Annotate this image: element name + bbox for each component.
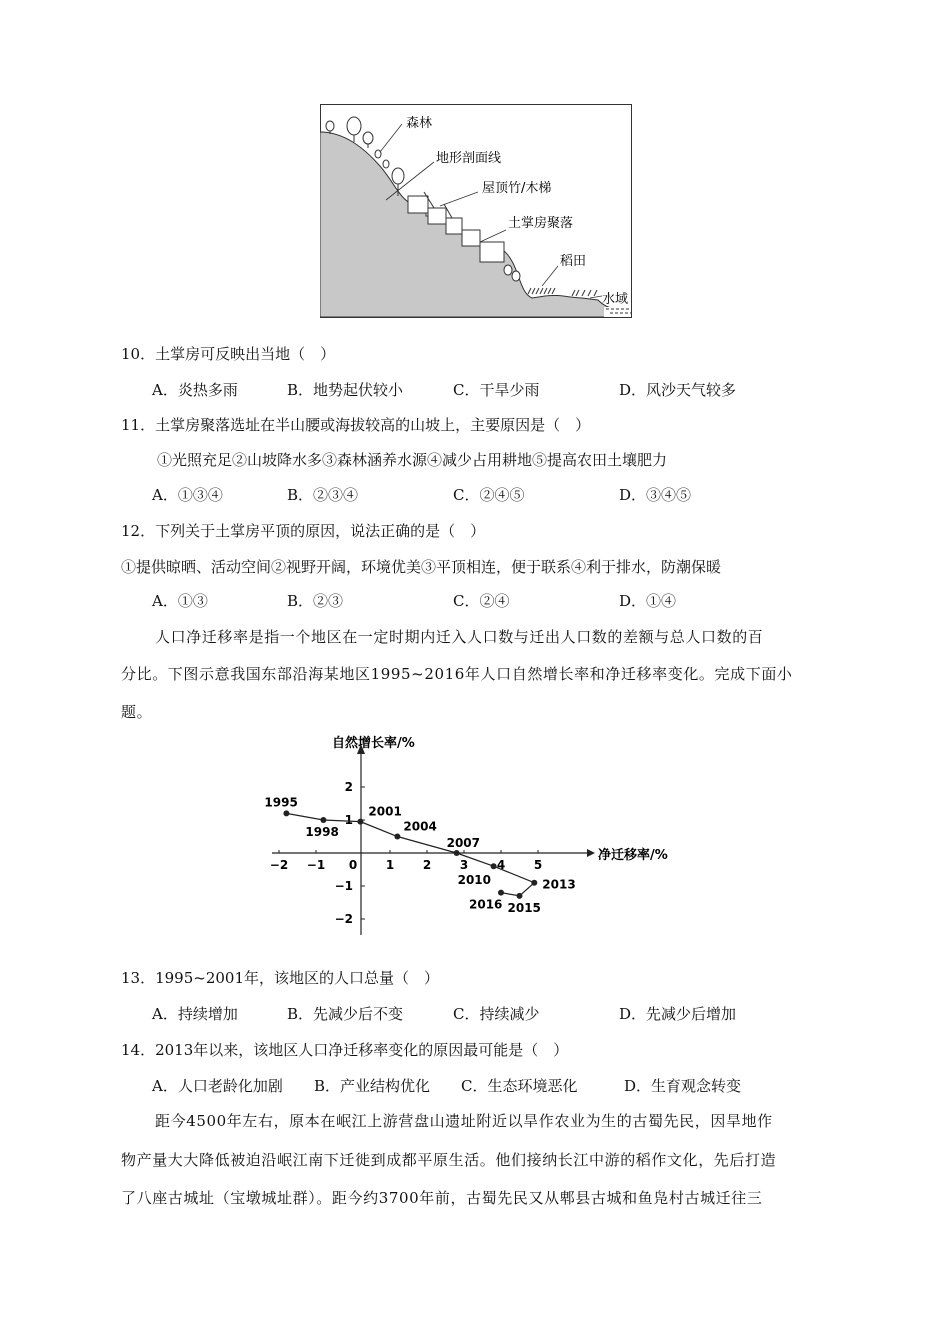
point-label-2016: 2016	[469, 897, 503, 912]
point-label-2001: 2001	[368, 804, 402, 819]
y-tick-label: −2	[334, 912, 353, 926]
x-tick-label: 0	[348, 858, 358, 872]
q12-option-d[interactable]: D．①④	[619, 592, 677, 610]
y-tick-label: −1	[334, 879, 353, 893]
x-tick-label: 5	[533, 858, 543, 872]
point-label-2007: 2007	[446, 836, 481, 850]
q11-option-a[interactable]: A．①③④	[152, 486, 223, 504]
q11-option-d[interactable]: D．③④⑤	[619, 486, 692, 504]
y-axis-label: 自然增长率/%	[332, 736, 415, 751]
data-point	[454, 850, 460, 856]
q10-option-d[interactable]: D．风沙天气较多	[619, 381, 737, 399]
x-tick-label: −1	[306, 858, 326, 872]
q12-option-a[interactable]: A．①③	[152, 592, 208, 610]
point-label-2010: 2010	[457, 873, 492, 888]
terrain-profile-svg	[320, 104, 632, 318]
q12-statements: ①提供晾晒、活动空间②视野开阔，环境优美③平顶相连，便于联系④利于排水，防潮保暖	[121, 558, 722, 576]
passage2-line2: 物产量大大降低被迫沿岷江南下迁徙到成都平原生活。他们接纳长江中游的稻作文化，先后打造	[121, 1151, 777, 1169]
point-label-1998: 1998	[305, 825, 339, 839]
passage1-line3: 题。	[121, 703, 153, 721]
q12-option-b[interactable]: B．②③	[287, 592, 344, 610]
y-tick-label: 2	[344, 780, 353, 794]
q14-option-c[interactable]: C．生态环境恶化	[461, 1077, 578, 1095]
q12-option-c[interactable]: C．②④	[453, 592, 510, 610]
migration-chart-svg	[262, 730, 682, 940]
q11-stem: 11．土掌房聚落选址在半山腰或海拔较高的山坡上，主要原因是（ ）	[121, 416, 591, 434]
point-label-2015: 2015	[507, 900, 541, 915]
q10-option-a[interactable]: A．炎热多雨	[152, 381, 238, 399]
data-point	[517, 893, 523, 899]
x-axis-arrow	[587, 849, 595, 857]
q13-option-b[interactable]: B．先减少后不变	[287, 1005, 404, 1023]
y-tick-label: 1	[344, 813, 353, 827]
passage1-line1: 人口净迁移率是指一个地区在一定时期内迁入人口数与迁出人口数的差额与总人口数的百	[155, 628, 764, 646]
terrain-profile-diagram	[320, 104, 632, 318]
q13-option-a[interactable]: A．持续增加	[152, 1005, 238, 1023]
data-point	[394, 834, 400, 840]
passage2-line1: 距今4500年左右，原本在岷江上游营盘山遗址附近以旱作农业为生的古蜀先民，因旱地作	[155, 1112, 773, 1130]
data-point	[283, 810, 289, 816]
q10-stem: 10．土掌房可反映出当地（ ）	[121, 345, 336, 363]
q14-option-d[interactable]: D．生育观念转变	[624, 1077, 742, 1095]
label-roof: 屋顶竹/木梯	[482, 181, 552, 196]
q14-option-a[interactable]: A．人口老龄化加剧	[152, 1077, 283, 1095]
x-tick-label: 3	[459, 858, 469, 872]
q13-option-c[interactable]: C．持续减少	[453, 1005, 540, 1023]
label-paddy: 稻田	[560, 254, 587, 269]
x-tick-label: 4	[496, 858, 506, 872]
point-label-2004: 2004	[403, 819, 437, 834]
q12-stem: 12．下列关于土掌房平顶的原因，说法正确的是（ ）	[121, 522, 486, 540]
x-tick-label: 1	[385, 858, 395, 872]
data-point	[498, 890, 504, 896]
label-forest: 森林	[406, 116, 433, 131]
q14-option-b[interactable]: B．产业结构优化	[314, 1077, 431, 1095]
data-point	[491, 863, 497, 869]
q10-option-c[interactable]: C．干旱少雨	[453, 381, 540, 399]
q11-option-b[interactable]: B．②③④	[287, 486, 359, 504]
data-point	[357, 819, 363, 825]
label-settlement: 土掌房聚落	[508, 216, 574, 231]
passage1-line2: 分比。下图示意我国东部沿海某地区1995~2016年人口自然增长率和净迁移率变化。完成下面小	[121, 665, 793, 683]
label-water: 水域	[602, 292, 629, 307]
data-point	[531, 880, 537, 886]
point-label-2013: 2013	[542, 877, 576, 892]
x-tick-label: 2	[422, 858, 432, 872]
label-profile-line: 地形剖面线	[436, 151, 502, 166]
point-label-1995: 1995	[264, 795, 298, 810]
q10-option-b[interactable]: B．地势起伏较小	[287, 381, 404, 399]
x-tick-label: −2	[269, 858, 289, 872]
passage2-line3: 了八座古城址（宝墩城址群）。距今约3700年前，古蜀先民又从郫县古城和鱼凫村古城迁往三	[121, 1189, 763, 1207]
q13-option-d[interactable]: D．先减少后增加	[619, 1005, 737, 1023]
migration-chart	[262, 730, 682, 940]
q11-option-c[interactable]: C．②④⑤	[453, 486, 525, 504]
q13-stem: 13．1995~2001年，该地区的人口总量（ ）	[121, 969, 440, 987]
q11-statements: ①光照充足②山坡降水多③森林涵养水源④减少占用耕地⑤提高农田土壤肥力	[157, 451, 668, 469]
q14-stem: 14．2013年以来，该地区人口净迁移率变化的原因最可能是（ ）	[121, 1041, 569, 1059]
x-axis-label: 净迁移率/%	[598, 848, 668, 863]
data-point	[320, 817, 326, 823]
